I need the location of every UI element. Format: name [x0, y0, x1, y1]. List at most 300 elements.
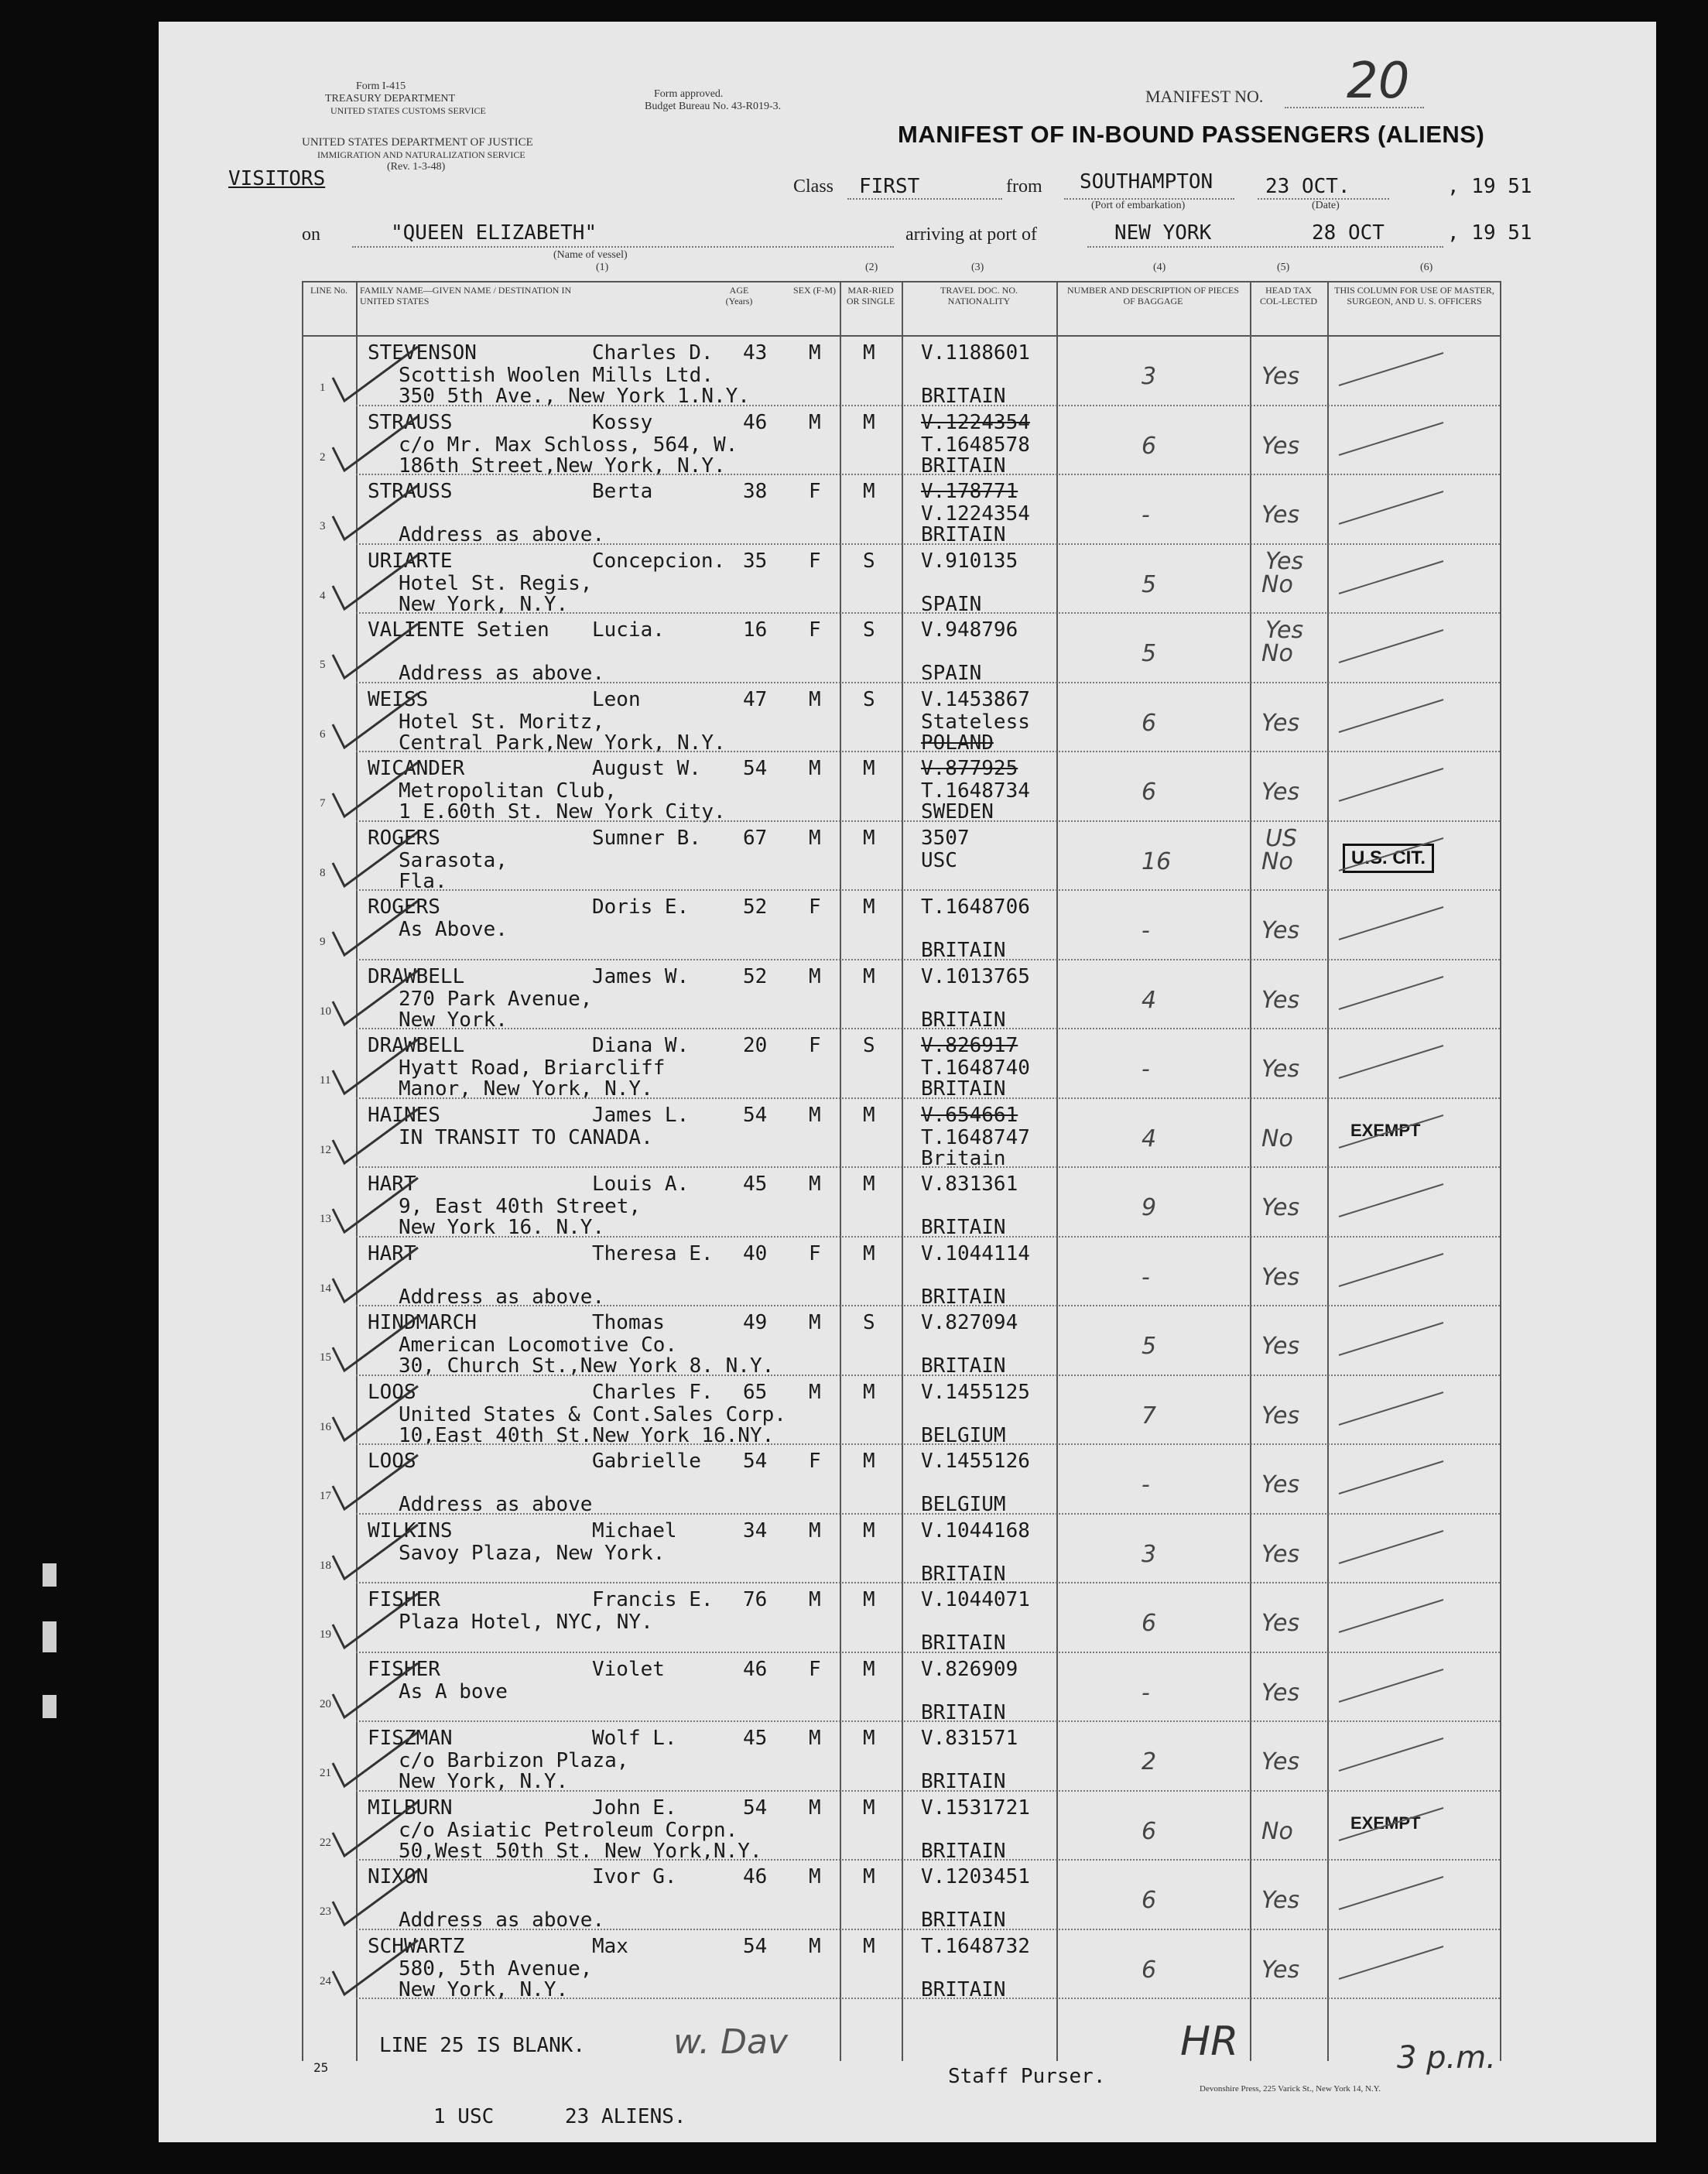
row-separator [356, 1513, 1500, 1515]
col-num-2: (2) [865, 262, 878, 273]
cell-ms: S [863, 687, 875, 711]
cell-given: Louis A. [592, 1173, 690, 1196]
cell-tax: Yes [1261, 502, 1300, 529]
cell-bag: 6 [1142, 1610, 1157, 1637]
cell-tax: Yes [1265, 617, 1304, 644]
check-mark-icon [317, 547, 426, 617]
cell-ms: M [863, 1450, 875, 1473]
class-line [847, 198, 1002, 200]
cell-nat: BRITAIN [921, 1077, 1006, 1101]
cell-doc: V.654661 [921, 1103, 1018, 1127]
cell-tax: Yes [1261, 709, 1300, 737]
cell-addr: Hyatt Road, Briarcliff [399, 1056, 666, 1080]
row-separator [356, 959, 1500, 960]
cell-age: 54 [743, 1934, 768, 1958]
cell-given: Doris E. [592, 895, 690, 919]
cell-nat: BRITAIN [921, 523, 1006, 546]
cell-addr: 9, East 40th Street, [399, 1195, 642, 1218]
cell-nat: BRITAIN [921, 385, 1006, 408]
row-separator [356, 820, 1500, 822]
year-1: , 19 51 [1447, 175, 1532, 198]
cell-given: Michael [592, 1518, 677, 1542]
cell-name: FISHER [368, 1657, 440, 1681]
col-header-travel-doc: TRAVEL DOC. NO. NATIONALITY [940, 285, 1018, 306]
cell-nat: BRITAIN [921, 939, 1006, 962]
cell-addr: New York 16. N.Y. [399, 1216, 605, 1239]
port-note: (Port of embarkation) [1091, 200, 1186, 211]
cell-bag: 3 [1142, 363, 1157, 390]
pen-stroke [1335, 1386, 1451, 1433]
cell-sex: M [809, 964, 821, 988]
cell-name: WILKINS [368, 1518, 453, 1542]
cell-addr: 10,East 40th St.New York 16.NY. [399, 1423, 775, 1447]
cell-age: 54 [743, 1796, 768, 1820]
cell-nat: BRITAIN [921, 1909, 1006, 1932]
pen-stroke [1335, 624, 1451, 670]
cell-sex: M [809, 1380, 821, 1404]
line-number: 4 [320, 589, 326, 602]
cell-given: Thomas [592, 1311, 665, 1334]
line-number: 11 [320, 1074, 331, 1087]
cell-given: Berta [592, 480, 653, 503]
cell-doc: V.877925 [921, 757, 1018, 780]
line-number: 8 [320, 866, 326, 879]
cell-tax: Yes [1261, 917, 1300, 944]
pen-stroke [1335, 1732, 1451, 1779]
cell-age: 54 [743, 1450, 768, 1473]
cell-doc: USC [921, 848, 957, 872]
cell-doc: T.1648732 [921, 1934, 1030, 1958]
cell-ms: M [863, 410, 875, 434]
cell-tax: Yes [1261, 1748, 1300, 1775]
pen-stroke [1335, 347, 1451, 393]
cell-name: FISHER [368, 1588, 440, 1611]
line-number: 3 [320, 520, 326, 532]
check-mark-icon [317, 1655, 426, 1725]
arrival-line [1087, 246, 1443, 248]
cell-age: 46 [743, 410, 768, 434]
cell-doc: T.1648734 [921, 779, 1030, 803]
cell-nat: BRITAIN [921, 1700, 1006, 1724]
cell-doc: V.831571 [921, 1727, 1018, 1750]
cell-tax: Yes [1261, 1263, 1300, 1291]
line-number: 13 [320, 1213, 331, 1225]
line-number: 21 [320, 1767, 331, 1779]
cell-age: 67 [743, 826, 768, 850]
cell-ms: M [863, 1657, 875, 1681]
row-separator [356, 1443, 1500, 1445]
cell-tax: Yes [1265, 547, 1304, 575]
cell-doc: V.1224354 [921, 502, 1030, 526]
line-number: 24 [320, 1974, 331, 1987]
pen-stroke [1335, 1940, 1451, 1987]
cell-sex: M [809, 1865, 821, 1888]
cell-given: James W. [592, 964, 690, 988]
cell-nat: SPAIN [921, 662, 982, 685]
cell-sex: F [809, 618, 821, 642]
pen-stroke [1335, 762, 1451, 809]
cell-given: Lucia. [592, 618, 665, 642]
cell-sex: M [809, 1103, 821, 1127]
cell-given: Ivor G. [592, 1865, 677, 1888]
cell-doc: V.948796 [921, 618, 1018, 642]
col-rule [1327, 281, 1329, 2061]
pen-stroke [1335, 1178, 1451, 1224]
pen-stroke [1335, 485, 1451, 532]
cell-age: 54 [743, 757, 768, 780]
check-mark-icon [317, 409, 426, 478]
cell-doc: V.827094 [921, 1311, 1018, 1334]
purser-signature: w. Dav [673, 2022, 789, 2062]
cell-doc: Stateless [921, 710, 1030, 734]
cell-tax: Yes [1261, 1333, 1300, 1360]
time-note: 3 p.m. [1397, 2040, 1496, 2076]
check-mark-icon [317, 339, 426, 409]
cell-bag: - [1142, 917, 1150, 944]
line-number: 6 [320, 728, 326, 741]
cell-sex: F [809, 1450, 821, 1473]
col-num-3: (3) [971, 262, 984, 273]
check-mark-icon [317, 616, 426, 686]
cell-addr: Plaza Hotel, NYC, NY. [399, 1611, 653, 1634]
revision: (Rev. 1-3-48) [387, 161, 446, 173]
cell-given: Max [592, 1934, 628, 1958]
cell-bag: 6 [1142, 1956, 1157, 1984]
cell-addr: Scottish Woolen Mills Ltd. [399, 364, 714, 387]
check-mark-icon [317, 1240, 426, 1310]
cell-tax: Yes [1261, 1194, 1300, 1221]
cell-nat: BRITAIN [921, 1216, 1006, 1239]
cell-addr: Sarasota, [399, 848, 508, 872]
cell-ms: M [863, 895, 875, 919]
cell-addr: Address as above [399, 1493, 593, 1516]
cell-doc: V.178771 [921, 480, 1018, 503]
row-separator [356, 1998, 1500, 1999]
cell-doc: V.831361 [921, 1173, 1018, 1196]
line-25-number: 25 [313, 2060, 329, 2075]
cell-doc: V.826917 [921, 1034, 1018, 1057]
col-rule [840, 281, 841, 2061]
line-number: 1 [320, 382, 326, 394]
line-number: 10 [320, 1005, 331, 1018]
cell-name: ROGERS [368, 895, 440, 919]
departure-date: 23 OCT. [1265, 175, 1350, 198]
cell-addr: American Locomotive Co. [399, 1334, 678, 1357]
cell-given: Wolf L. [592, 1727, 677, 1750]
cell-age: 43 [743, 341, 768, 365]
line-number: 12 [320, 1143, 331, 1156]
cell-bag: 5 [1142, 1333, 1157, 1360]
cell-name: LOOS [368, 1380, 416, 1404]
cell-doc: V.1013765 [921, 964, 1030, 988]
check-mark-icon [317, 1032, 426, 1101]
pen-stroke [1335, 971, 1451, 1017]
customs-service: UNITED STATES CUSTOMS SERVICE [330, 105, 486, 116]
cell-given: Francis E. [592, 1588, 714, 1611]
from-label: from [1006, 176, 1042, 197]
cell-age: 20 [743, 1034, 768, 1057]
cell-nat: SWEDEN [921, 800, 994, 823]
cell-addr: IN TRANSIT TO CANADA. [399, 1125, 653, 1149]
line-number: 22 [320, 1836, 331, 1849]
cell-nat: BRITAIN [921, 1008, 1006, 1032]
cell-age: 65 [743, 1380, 768, 1404]
cell-sex: M [809, 1173, 821, 1196]
row-separator [356, 1097, 1500, 1099]
line-number: 7 [320, 797, 326, 810]
arrival-port: NEW YORK [1114, 221, 1212, 245]
row-separator [356, 1305, 1500, 1306]
row-separator [356, 751, 1500, 752]
cell-ms: S [863, 618, 875, 642]
cell-addr: New York, N.Y. [399, 592, 569, 616]
cell-addr: Fla. [399, 869, 447, 893]
year-2: , 19 51 [1447, 221, 1532, 245]
col-num-6: (6) [1420, 262, 1433, 273]
cell-name: LOOS [368, 1450, 416, 1473]
col-num-5: (5) [1277, 262, 1290, 273]
cell-addr: Hotel St. Regis, [399, 571, 593, 595]
cell-bag: - [1142, 1471, 1150, 1498]
col-header-age: AGE (Years) [725, 285, 753, 306]
line-number: 15 [320, 1351, 331, 1364]
col-header-name: FAMILY NAME—GIVEN NAME / DESTINATION IN UNITED STATES [360, 285, 572, 306]
cell-name: FISZMAN [368, 1727, 453, 1750]
cell-addr: 580, 5th Avenue, [399, 1957, 593, 1981]
check-mark-icon [317, 824, 426, 894]
line-number: 23 [320, 1905, 331, 1918]
cell-ms: M [863, 1241, 875, 1265]
pen-stroke [1335, 693, 1451, 740]
cell-ms: M [863, 964, 875, 988]
manifest-page [159, 22, 1656, 2142]
check-mark-icon [317, 1378, 426, 1448]
cell-doc: T.1648578 [921, 433, 1030, 457]
manifest-no-line [1285, 107, 1424, 108]
pen-stroke [1335, 1594, 1451, 1640]
cell-nat: BELGIUM [921, 1423, 1006, 1447]
cell-tax: Yes [1261, 1956, 1300, 1984]
cell-addr: Savoy Plaza, New York. [399, 1541, 666, 1565]
cell-bag: 9 [1142, 1194, 1157, 1221]
row-separator [356, 405, 1500, 406]
cell-doc: V.826909 [921, 1657, 1018, 1681]
cell-nat: SPAIN [921, 592, 982, 616]
cell-name: STEVENSON [368, 341, 477, 365]
cell-doc: V.1044114 [921, 1241, 1030, 1265]
cell-age: 54 [743, 1103, 768, 1127]
cell-addr: Hotel St. Moritz, [399, 710, 605, 734]
cell-bag: 6 [1142, 779, 1157, 806]
row-separator [356, 1859, 1500, 1861]
cell-ms: S [863, 549, 875, 573]
cell-nat: BRITAIN [921, 1839, 1006, 1863]
cell-age: 40 [743, 1241, 768, 1265]
cell-given: Charles F. [592, 1380, 714, 1404]
inspector-signature: HR [1180, 2018, 1239, 2065]
cell-addr: Address as above. [399, 1909, 605, 1932]
cell-sex: M [809, 757, 821, 780]
check-mark-icon [317, 1517, 426, 1587]
cell-sex: M [809, 1796, 821, 1820]
justice-dept: UNITED STATES DEPARTMENT OF JUSTICE [302, 136, 533, 149]
row-separator [356, 612, 1500, 614]
cell-tax: Yes [1261, 1402, 1300, 1429]
check-mark-icon [317, 1933, 426, 2002]
cell-sex: M [809, 341, 821, 365]
cell-addr: New York. [399, 1008, 508, 1032]
cell-nat: Britain [921, 1146, 1006, 1170]
cell-sex: F [809, 1241, 821, 1265]
cell-sex: F [809, 895, 821, 919]
cell-name: ROGERS [368, 826, 440, 850]
cell-age: 34 [743, 1518, 768, 1542]
cell-given: Gabrielle [592, 1450, 701, 1473]
row-separator [356, 543, 1500, 545]
form-approved: Form approved. [654, 88, 724, 100]
row-separator [356, 1236, 1500, 1238]
cell-addr: c/o Barbizon Plaza, [399, 1749, 629, 1772]
cell-sex: M [809, 1518, 821, 1542]
row-separator [356, 1929, 1500, 1930]
ins-service: IMMIGRATION AND NATURALIZATION SERVICE [317, 149, 525, 160]
cell-bag: 2 [1142, 1748, 1157, 1775]
check-mark-icon [317, 893, 426, 963]
cell-sex: M [809, 687, 821, 711]
row-separator [356, 1375, 1500, 1376]
cell-ms: M [863, 1173, 875, 1196]
pen-stroke [1335, 1248, 1451, 1294]
cell-name: STRAUSS [368, 410, 453, 434]
cell-addr: New York, N.Y. [399, 1977, 569, 2001]
cell-bag: 16 [1142, 847, 1172, 875]
check-mark-icon [317, 1170, 426, 1240]
cell-bag: 5 [1142, 570, 1157, 598]
cell-tax: No [1261, 847, 1293, 875]
line-number: 16 [320, 1420, 331, 1433]
pen-stroke [1335, 1109, 1451, 1155]
cell-given: Leon [592, 687, 641, 711]
line-number: 19 [320, 1628, 331, 1641]
pen-stroke [1335, 416, 1451, 463]
col-rule [1500, 281, 1501, 2061]
cell-age: 45 [743, 1727, 768, 1750]
cell-age: 76 [743, 1588, 768, 1611]
cell-ms: M [863, 1934, 875, 1958]
cell-nat: BRITAIN [921, 1562, 1006, 1586]
cell-bag: - [1142, 1263, 1150, 1291]
cell-name: NIXON [368, 1865, 429, 1888]
budget-bureau: Budget Bureau No. 43-R019-3. [645, 101, 782, 112]
cell-nat: BRITAIN [921, 1631, 1006, 1655]
arrival-date: 28 OCT [1312, 221, 1385, 245]
cell-sex: F [809, 1657, 821, 1681]
cell-ms: M [863, 341, 875, 365]
film-edge-mark [43, 1695, 56, 1718]
cell-addr: 30, Church St.,New York 8. N.Y. [399, 1354, 775, 1378]
cell-doc: T.1648740 [921, 1056, 1030, 1080]
row-separator [356, 1790, 1500, 1792]
cell-given: Charles D. [592, 341, 714, 365]
cell-age: 52 [743, 895, 768, 919]
cell-bag: 4 [1142, 1125, 1157, 1152]
cell-ms: M [863, 1518, 875, 1542]
cell-name: STRAUSS [368, 480, 453, 503]
cell-doc: V.910135 [921, 549, 1018, 573]
cell-nat: BRITAIN [921, 1770, 1006, 1793]
col-rule [1250, 281, 1251, 2061]
row-separator [356, 682, 1500, 683]
col-num-4: (4) [1153, 262, 1166, 273]
manifest-no-value: 20 [1347, 53, 1410, 110]
cell-age: 35 [743, 549, 768, 573]
cell-bag: 4 [1142, 986, 1157, 1014]
cell-off: EXEMPT [1350, 1813, 1421, 1833]
row-separator [356, 1720, 1500, 1722]
pen-stroke [1335, 1039, 1451, 1086]
vessel-num: (1) [596, 262, 609, 273]
cell-age: 16 [743, 618, 768, 642]
form-number: Form I-415 [356, 80, 406, 92]
check-mark-icon [317, 1101, 426, 1171]
cell-age: 38 [743, 480, 768, 503]
cell-name: HART [368, 1241, 416, 1265]
line-25-note: LINE 25 IS BLANK. [379, 2034, 586, 2057]
cell-age: 46 [743, 1865, 768, 1888]
cell-age: 45 [743, 1173, 768, 1196]
cell-given: James L. [592, 1103, 690, 1127]
pen-stroke [1335, 555, 1451, 601]
manifest-title: MANIFEST OF IN-BOUND PASSENGERS (ALIENS) [898, 121, 1485, 148]
film-edge-mark [43, 1563, 56, 1587]
col-header-line: LINE No. [310, 285, 347, 296]
cell-sex: M [809, 1588, 821, 1611]
cell-bag: 6 [1142, 709, 1157, 737]
cell-ms: M [863, 1380, 875, 1404]
cell-nat: BRITAIN [921, 454, 1006, 478]
cell-addr: 186th Street,New York, N.Y. [399, 454, 726, 478]
vessel-note: (Name of vessel) [553, 249, 628, 261]
check-mark-icon [317, 686, 429, 755]
cell-addr: 50,West 50th St. New York,N.Y. [399, 1839, 762, 1863]
cell-sex: M [809, 1934, 821, 1958]
printer-credit: Devonshire Press, 225 Varick St., New York 14, N.Y. [1200, 2084, 1381, 2094]
col-header-head-tax: HEAD TAX COL-LECTED [1260, 285, 1317, 306]
cell-doc: V.1188601 [921, 341, 1030, 365]
line-number: 9 [320, 936, 326, 948]
cell-addr: 1 E.60th St. New York City. [399, 800, 726, 823]
line-number: 5 [320, 659, 326, 671]
cell-name: HART [368, 1173, 416, 1196]
pen-stroke [1335, 832, 1451, 878]
cell-age: 49 [743, 1311, 768, 1334]
cell-bag: - [1142, 502, 1150, 529]
cell-addr: As Above. [399, 918, 508, 941]
cell-doc: V.1455126 [921, 1450, 1030, 1473]
cell-nat: BRITAIN [921, 1354, 1006, 1378]
line-number: 20 [320, 1697, 331, 1710]
cell-age: 46 [743, 1657, 768, 1681]
cell-sex: M [809, 1311, 821, 1334]
cell-sex: F [809, 549, 821, 573]
cell-addr: Metropolitan Club, [399, 779, 617, 803]
cell-off: EXEMPT [1350, 1120, 1421, 1140]
totals-usc: 1 USC [433, 2105, 495, 2128]
check-mark-icon [317, 1447, 426, 1517]
pen-stroke [1335, 1316, 1451, 1363]
cell-name: VALIENTE Setien [368, 618, 549, 642]
cell-tax: No [1261, 570, 1293, 598]
